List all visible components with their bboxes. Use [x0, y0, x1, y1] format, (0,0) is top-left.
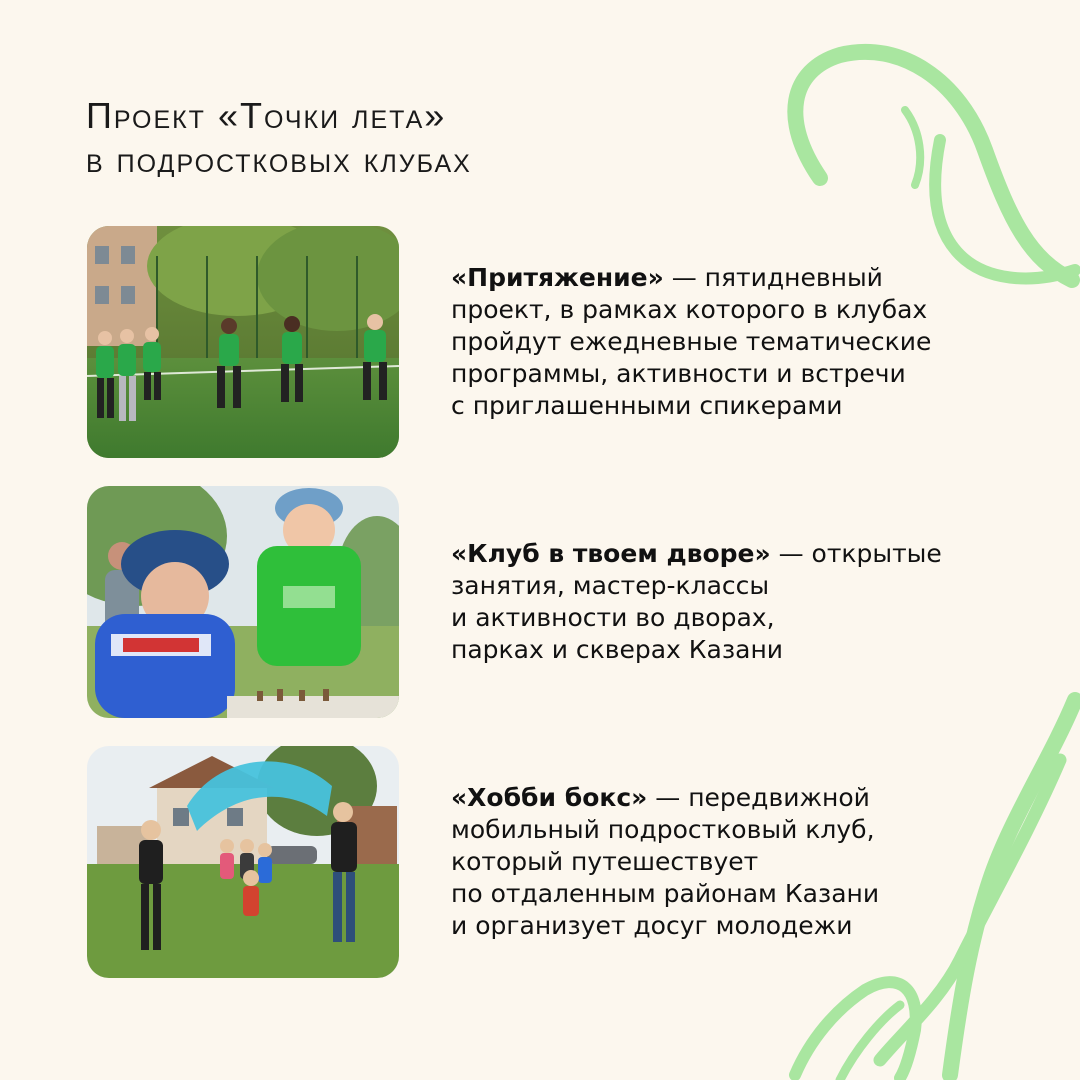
- description-line: мобильный подростковый клуб,: [451, 815, 875, 844]
- description-line: пройдут ежедневные тематические: [451, 327, 932, 356]
- project-name: «Притяжение»: [451, 263, 664, 292]
- first-line: [451, 782, 951, 814]
- title-line-1: Проект «Точки лета»: [86, 95, 447, 136]
- description-line: который путешествует: [451, 847, 759, 876]
- title-line-2: в подростковых клубах: [86, 139, 472, 180]
- description-line: занятия, мастер-классы: [451, 571, 770, 600]
- description-line: и активности во дворах,: [451, 603, 775, 632]
- project-card-prityazhenie: [87, 226, 947, 458]
- project-name: «Хобби бокс»: [451, 783, 648, 812]
- first-line-rest: — пятидневный: [663, 263, 883, 292]
- photo-kids-parachute-game: [87, 746, 399, 978]
- description-line: и организует досуг молодежи: [451, 911, 853, 940]
- photo-kids-football-field: [87, 226, 399, 458]
- project-name: «Клуб в твоем дворе»: [451, 539, 771, 568]
- project-card-klub-v-dvore: [87, 486, 947, 718]
- first-line-rest: — передвижной: [647, 783, 870, 812]
- description-line: проект, в рамках которого в клубах: [451, 295, 928, 324]
- description-line: программы, активности и встречи: [451, 359, 906, 388]
- project-description-klub-v-dvore: [451, 538, 951, 666]
- description-line: парках и скверах Казани: [451, 635, 784, 664]
- photo-kids-playing-chess: [87, 486, 399, 718]
- description-line: с приглашенными спикерами: [451, 391, 843, 420]
- project-description-hobbi-boks: [451, 782, 951, 942]
- project-description-prityazhenie: [451, 262, 951, 422]
- page-title: [86, 94, 472, 182]
- project-card-hobbi-boks: [87, 746, 947, 978]
- description-line: по отдаленным районам Казани: [451, 879, 880, 908]
- first-line-rest: — открытые: [770, 539, 942, 568]
- first-line: [451, 262, 951, 294]
- first-line: [451, 538, 951, 570]
